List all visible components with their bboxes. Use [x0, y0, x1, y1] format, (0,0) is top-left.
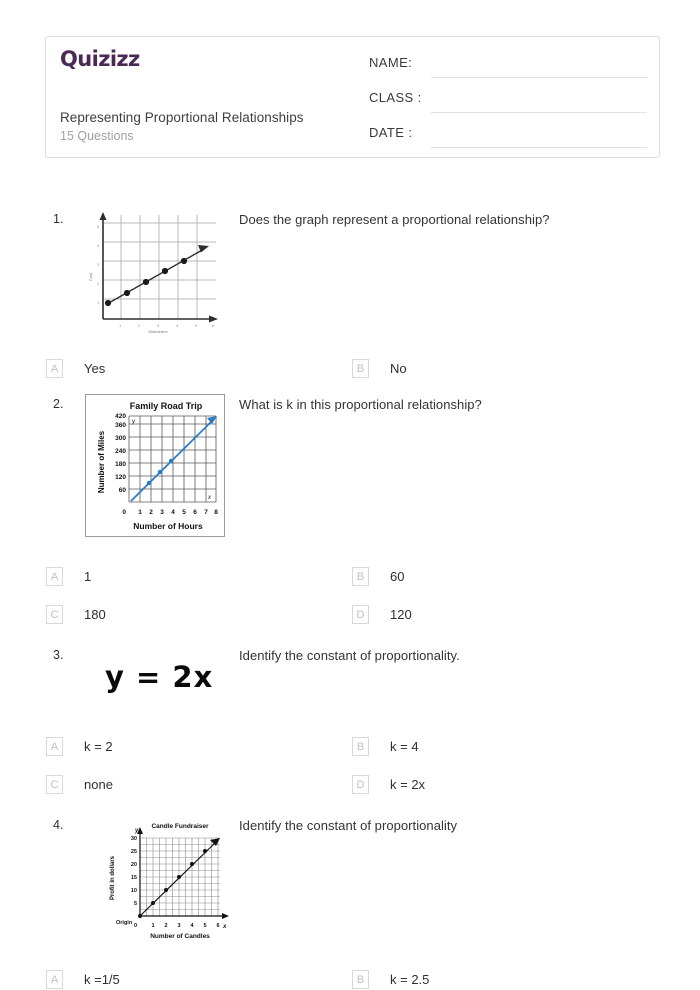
- graph-candle-fundraiser-svg: [92, 816, 238, 942]
- student-info-fields: [369, 53, 647, 158]
- question-count: 15 Questions: [60, 129, 134, 143]
- svg-text:x: x: [208, 495, 211, 501]
- svg-text:6: 6: [212, 323, 215, 328]
- svg-text:2: 2: [149, 509, 153, 516]
- svg-text:Origin: Origin: [116, 920, 133, 926]
- svg-text:20: 20: [130, 862, 137, 868]
- svg-text:6: 6: [216, 923, 220, 929]
- svg-text:3: 3: [160, 509, 164, 516]
- quizizz-logo-text: Quizizz: [60, 47, 140, 71]
- svg-text:3: 3: [97, 262, 100, 267]
- svg-text:10: 10: [130, 888, 137, 894]
- answer-label-d: 120: [390, 607, 412, 622]
- question-3-number: 3.: [53, 648, 64, 662]
- svg-text:8: 8: [214, 509, 218, 516]
- svg-text:Number of Hours: Number of Hours: [133, 521, 203, 531]
- svg-text:3: 3: [177, 923, 181, 929]
- svg-text:25: 25: [130, 849, 137, 855]
- answer-letter-b: B: [352, 567, 369, 586]
- question-3-answers-row-2: [0, 775, 700, 801]
- answer-letter-a: A: [46, 737, 63, 756]
- svg-text:Family Road Trip: Family Road Trip: [129, 401, 203, 411]
- question-1-number: 1.: [53, 212, 64, 226]
- svg-text:Number of Candles: Number of Candles: [150, 933, 210, 940]
- answer-letter-d: D: [352, 775, 369, 794]
- question-3-equation-image: [105, 660, 225, 702]
- svg-text:Number of Miles: Number of Miles: [97, 430, 106, 494]
- svg-text:4: 4: [190, 923, 194, 929]
- svg-text:4: 4: [97, 243, 100, 248]
- date-field-row: [369, 123, 647, 152]
- question-2-graph-family-road-trip: [85, 394, 225, 537]
- svg-text:Cost: Cost: [88, 272, 93, 282]
- svg-text:5: 5: [182, 509, 186, 516]
- question-4-answers: [0, 970, 700, 990]
- answer-letter-b: B: [352, 737, 369, 756]
- svg-text:2: 2: [138, 323, 141, 328]
- answer-letter-c: C: [46, 775, 63, 794]
- class-field-label: CLASS :: [369, 90, 422, 105]
- svg-text:240: 240: [115, 448, 126, 455]
- answer-label-a: k = 2: [84, 739, 113, 754]
- page-title: Representing Proportional Relationships: [60, 110, 304, 125]
- question-2-text: What is k in this proportional relationship?: [239, 397, 482, 412]
- answer-label-c: 180: [84, 607, 106, 622]
- svg-text:360: 360: [115, 422, 126, 429]
- answer-label-c: none: [84, 777, 113, 792]
- answer-label-b: k = 4: [390, 739, 419, 754]
- worksheet-header: [45, 36, 660, 158]
- answer-label-b: 60: [390, 569, 405, 584]
- svg-text:x: x: [223, 924, 227, 930]
- svg-text:180: 180: [115, 461, 126, 468]
- svg-text:30: 30: [130, 836, 137, 842]
- svg-text:1: 1: [151, 923, 155, 929]
- svg-text:15: 15: [130, 875, 137, 881]
- question-1-answers: [0, 359, 700, 385]
- question-3-answers-row-1: [0, 737, 700, 763]
- svg-text:2: 2: [164, 923, 168, 929]
- answer-letter-a: A: [46, 567, 63, 586]
- graph-family-road-trip-svg: [86, 395, 224, 536]
- answer-label-a: 1: [84, 569, 92, 584]
- svg-text:y: y: [132, 419, 135, 425]
- svg-text:5: 5: [195, 323, 198, 328]
- svg-text:0: 0: [122, 509, 126, 516]
- date-field-input[interactable]: [431, 147, 647, 148]
- answer-letter-a: A: [46, 970, 63, 989]
- svg-text:60: 60: [118, 487, 126, 494]
- name-field-row: [369, 53, 647, 82]
- svg-text:Candle Fundraiser: Candle Fundraiser: [151, 823, 209, 830]
- name-field-input[interactable]: [431, 77, 647, 78]
- answer-letter-a: A: [46, 359, 63, 378]
- date-field-label: DATE :: [369, 125, 413, 140]
- question-2-answers-row-2: [0, 605, 700, 631]
- svg-text:Kilometers: Kilometers: [148, 329, 168, 334]
- svg-text:y: y: [135, 828, 139, 834]
- svg-text:120: 120: [115, 474, 126, 481]
- answer-letter-c: C: [46, 605, 63, 624]
- svg-text:300: 300: [115, 435, 126, 442]
- question-1-graph-cost-kilometers: [88, 207, 221, 335]
- svg-text:1: 1: [97, 300, 100, 305]
- svg-text:1: 1: [138, 509, 142, 516]
- question-4-text: Identify the constant of proportionality: [239, 818, 458, 833]
- question-4-graph-candle-fundraiser: [92, 816, 238, 942]
- name-field-label: NAME:: [369, 55, 413, 70]
- svg-text:5: 5: [203, 923, 207, 929]
- answer-label-b: k = 2.5: [390, 972, 430, 987]
- answer-label-d: k = 2x: [390, 777, 426, 792]
- class-field-input[interactable]: [431, 112, 647, 113]
- question-3-text: Identify the constant of proportionality.: [239, 648, 460, 663]
- answer-letter-d: D: [352, 605, 369, 624]
- svg-text:420: 420: [115, 413, 126, 420]
- class-field-row: [369, 88, 647, 117]
- svg-text:5: 5: [97, 224, 100, 229]
- svg-text:Profit in dollars: Profit in dollars: [110, 855, 116, 901]
- svg-text:4: 4: [171, 509, 175, 516]
- svg-text:5: 5: [133, 901, 137, 907]
- question-2-number: 2.: [53, 397, 64, 411]
- svg-text:4: 4: [176, 323, 179, 328]
- question-1-text: Does the graph represent a proportional relationship?: [239, 212, 550, 227]
- answer-label-a: k =1/5: [84, 972, 120, 987]
- svg-text:1: 1: [119, 323, 122, 328]
- question-4-number: 4.: [53, 818, 64, 832]
- answer-letter-b: B: [352, 970, 369, 989]
- graph-cost-kilometers-svg: [88, 207, 221, 335]
- quizizz-logo: [60, 49, 360, 70]
- equation-text: y = 2x: [105, 660, 214, 694]
- svg-text:0: 0: [133, 923, 137, 929]
- header-brand-block: [60, 49, 360, 70]
- svg-text:7: 7: [204, 509, 208, 516]
- answer-label-b: No: [390, 361, 407, 376]
- question-2-answers-row-1: [0, 567, 700, 593]
- answer-label-a: Yes: [84, 361, 106, 376]
- svg-text:2: 2: [97, 281, 100, 286]
- svg-text:6: 6: [193, 509, 197, 516]
- svg-text:3: 3: [157, 323, 160, 328]
- answer-letter-b: B: [352, 359, 369, 378]
